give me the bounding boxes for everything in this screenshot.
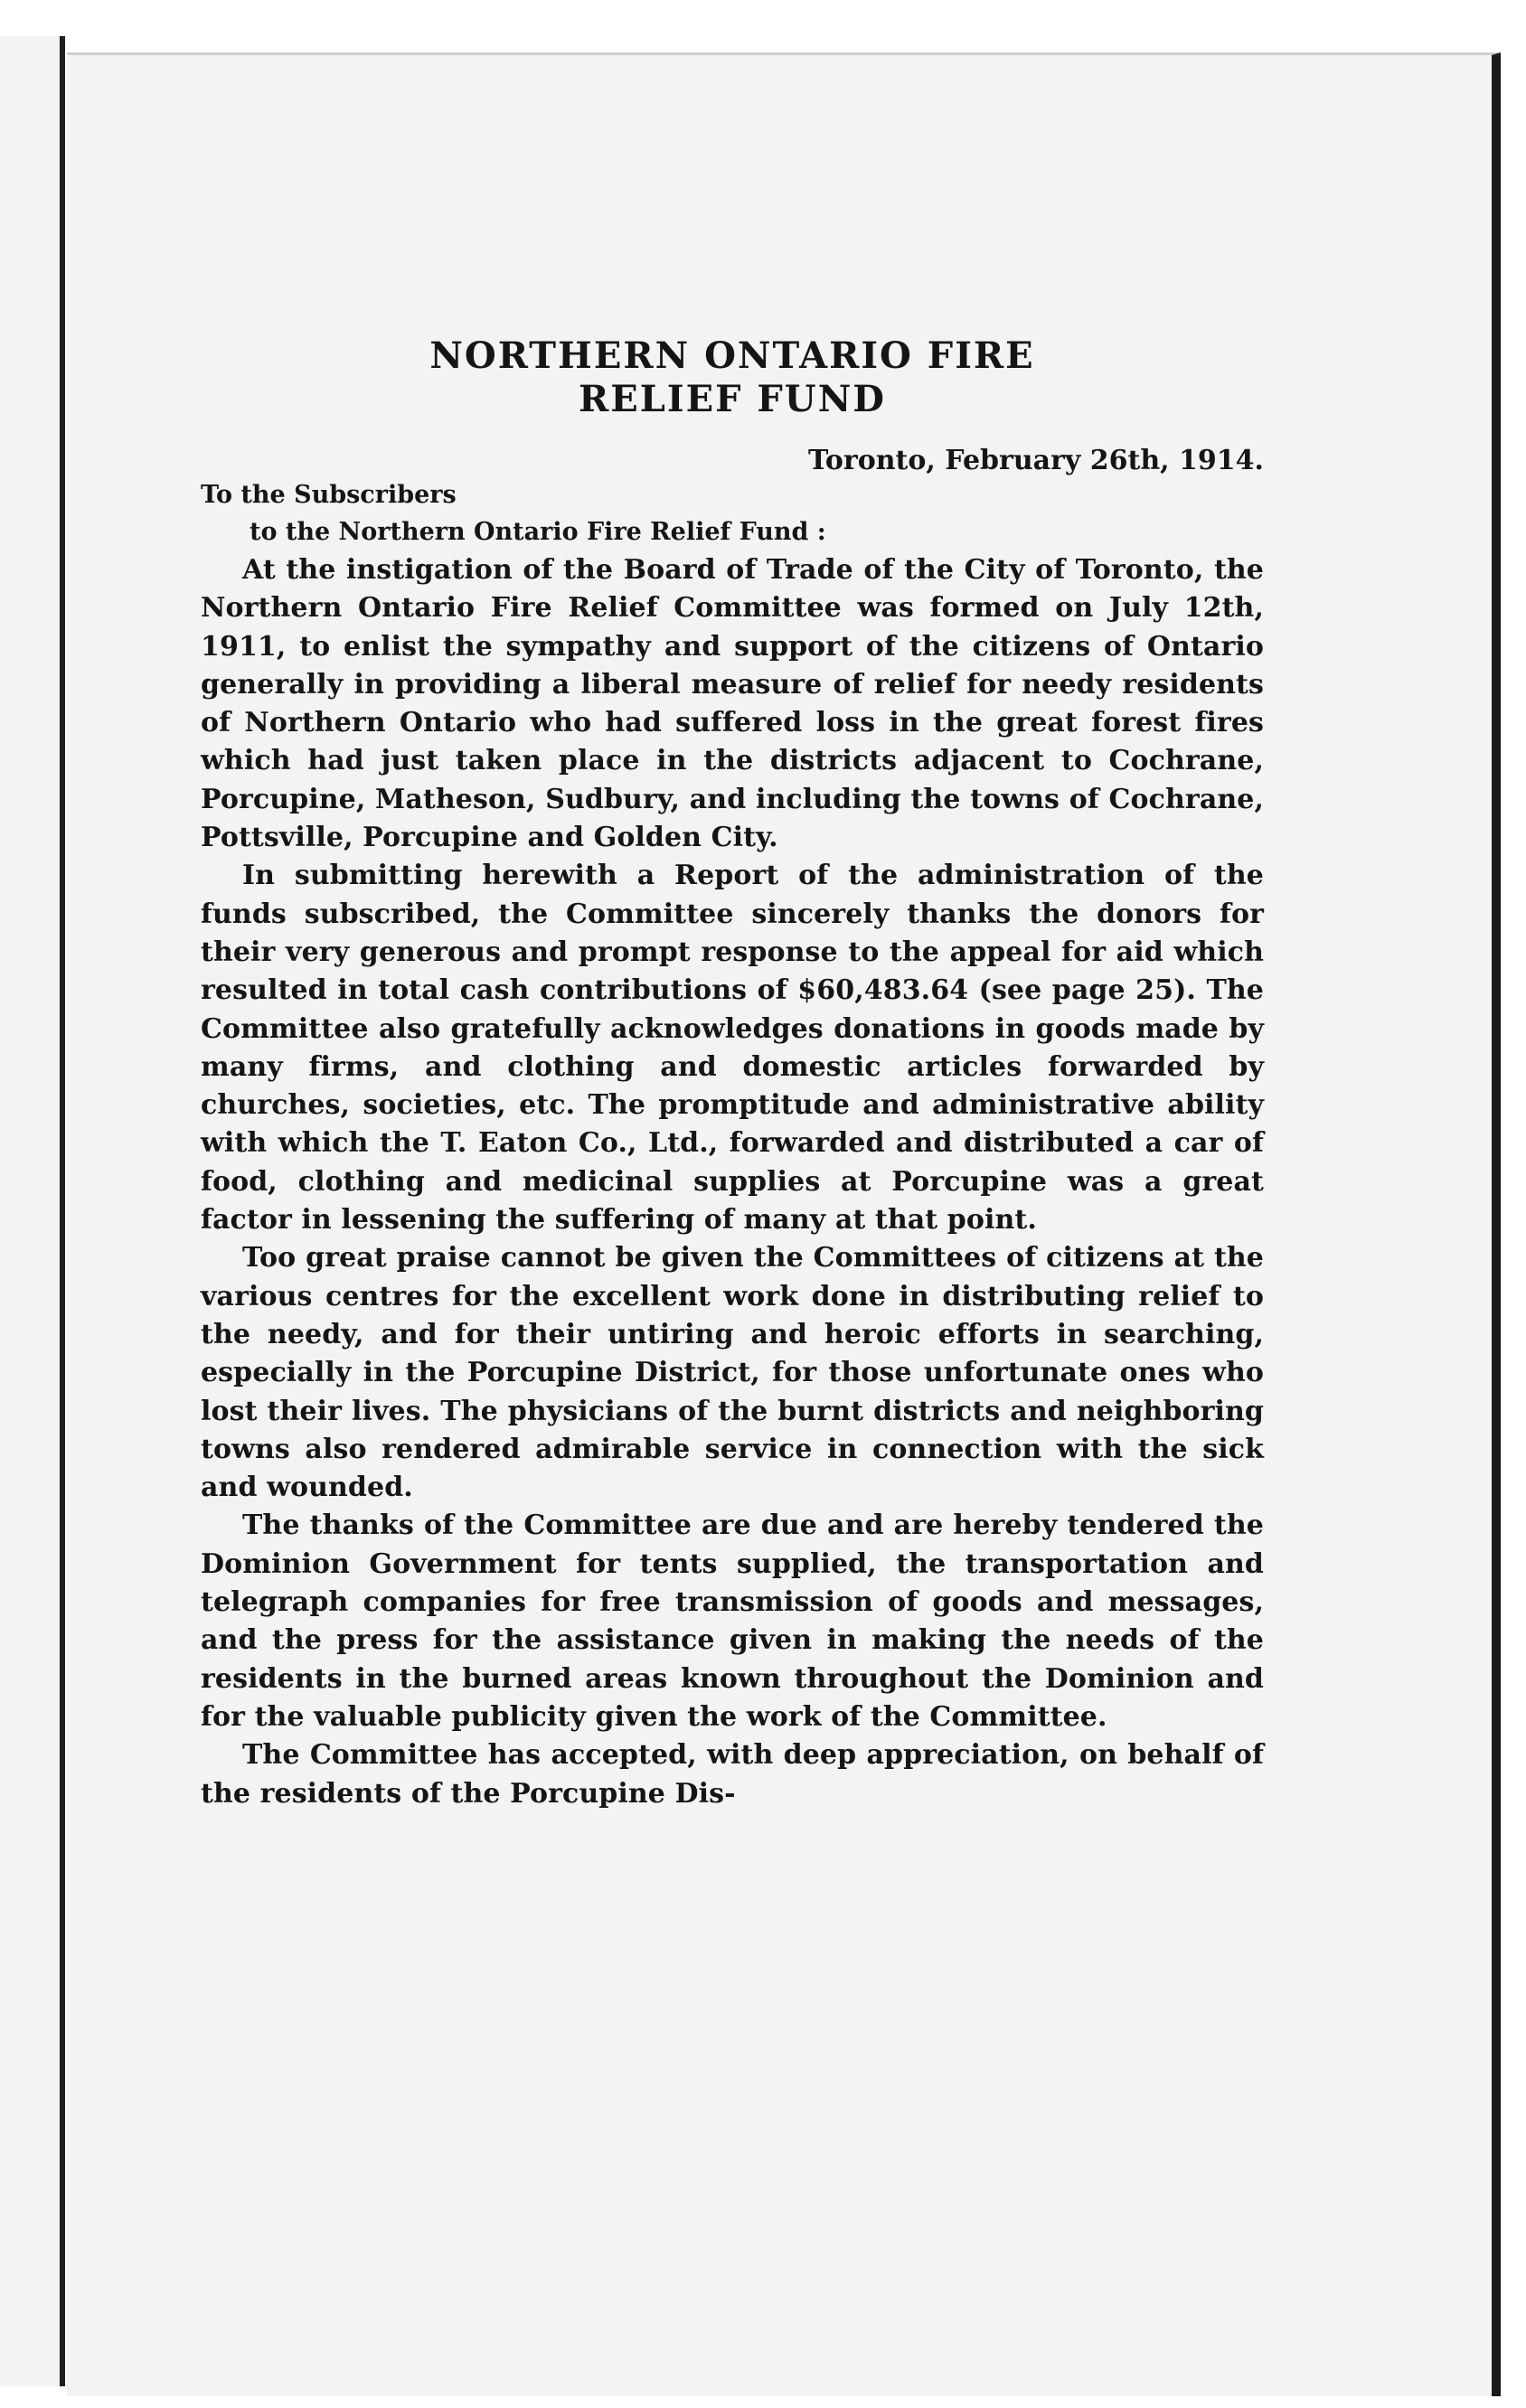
body-paragraph-3: Too great praise cannot be given the Committees of citizens at the various centres for the excellent work done in distributing relief to the needy, and for their untiring and heroic efforts in searching, especially in the Porcupine District, for those unfortunate ones who lost their lives. The physicians of the burnt districts and neighboring towns also rendered admirable service in connection with the sick and wounded.	[201, 1242, 1264, 1504]
previous-page-edge	[0, 36, 65, 2386]
title-line-1: NORTHERN ONTARIO FIRE	[429, 334, 1035, 377]
body-paragraph-4: The thanks of the Committee are due and are hereby tendered the Dominion Government for tents supplied, the transportation and telegraph companies for free transmission of goods and messages, and the press for the assistance given in making the needs of the residents in the burned areas known throughout the Dominion and for the valuable publicity given the work of the Committee.	[201, 1510, 1264, 1733]
body-paragraph-2: In submitting herewith a Report of the administration of the funds subscribed, the Committee sincerely thanks the donors for their very generous and prompt response to the appeal for aid which resulted in total cash contributions of $60,483.64 (see page 25). The Committee also gratefully acknowledges donations in goods made by many firms, and clothing and domestic articles forwarded by churches, societies, etc. The promptitude and administrative ability with which the T. Eaton Co., Ltd., forwarded and distributed a car of food, clothing and medicinal supplies at Porcupine was a great factor in lessening the suffering of many at that point.	[201, 860, 1264, 1237]
body-paragraph-1: At the instigation of the Board of Trade of the City of Toronto, the Northern Ontario Fire Relief Committee was formed on July 12th, 1911, to enlist the sympathy and support of the citizens of Ontario generally in providing a liberal measure of relief for needy residents of Northern Ontario who had suffered loss in the great forest fires which had just taken place in the districts adjacent to Cochrane, Porcupine, Matheson, Sudbury, and including the towns of Cochrane, Pottsville, Porcupine and Golden City.	[201, 554, 1264, 854]
letter-date: Toronto, February 26th, 1914.	[808, 445, 1264, 476]
page-title	[201, 334, 1264, 421]
salutation-line-2: to the Northern Ontario Fire Relief Fund :	[250, 518, 826, 546]
page-text	[201, 334, 1264, 1813]
salutation-line-1: To the Subscribers	[201, 481, 457, 509]
title-line-2: RELIEF FUND	[579, 378, 886, 420]
body-paragraph-5: The Committee has accepted, with deep appreciation, on behalf of the residents of the Porcupine Dis-	[201, 1739, 1264, 1810]
